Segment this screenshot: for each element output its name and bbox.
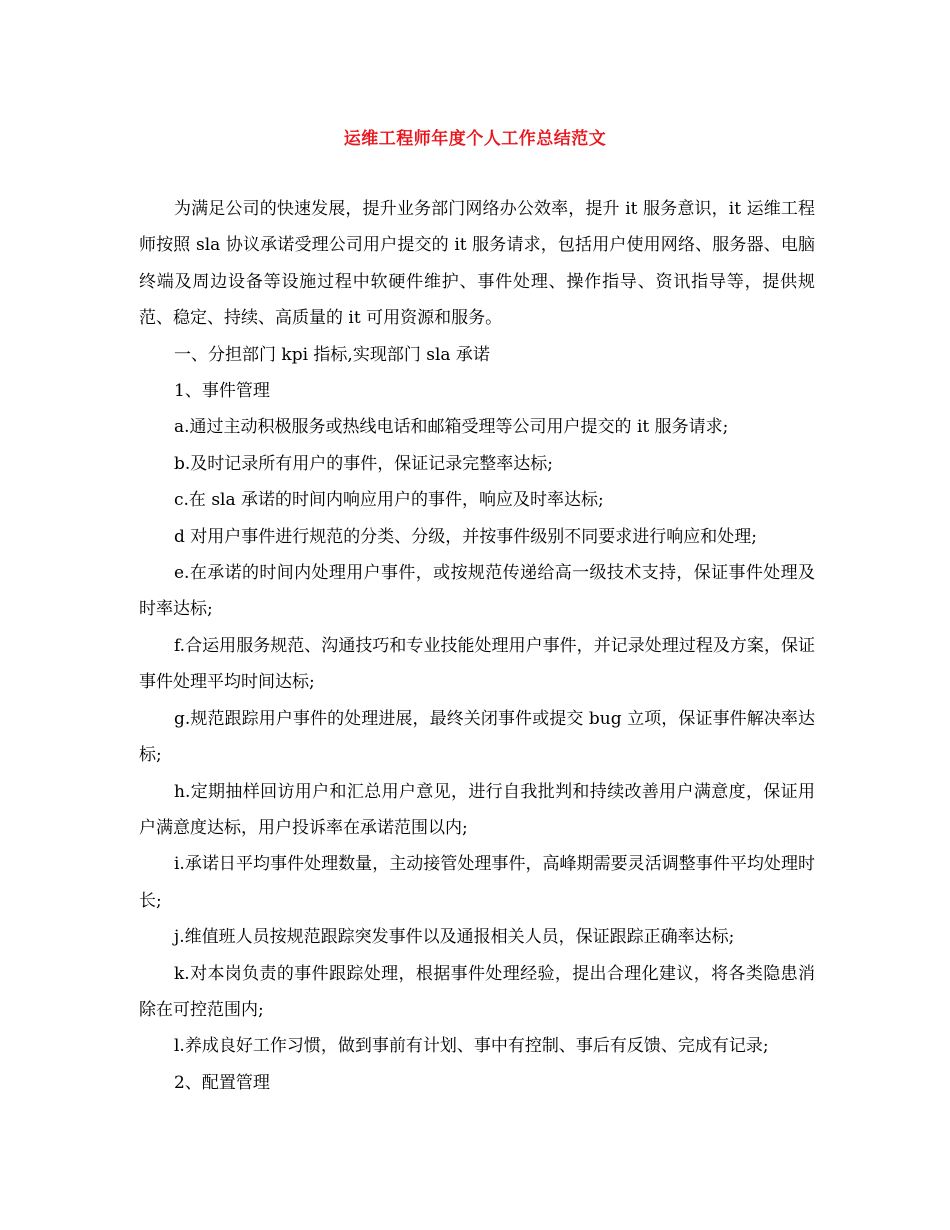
document-body xyxy=(139,191,815,1101)
list-item-k: k.对本岗负责的事件跟踪处理，根据事件处理经验，提出合理化建议，将各类隐患消除在可控范围内; xyxy=(139,963,815,1020)
subsection-heading-event-management: 1、事件管理 xyxy=(174,381,270,402)
list-item-b: b.及时记录所有用户的事件，保证记录完整率达标; xyxy=(174,453,554,474)
list-item-l: l.养成良好工作习惯，做到事前有计划、事中有控制、事后有反馈、完成有记录; xyxy=(174,1036,769,1057)
section-heading-kpi: 一、分担部门 kpi 指标,实现部门 sla 承诺 xyxy=(174,344,490,365)
list-item-c: c.在 sla 承诺的时间内响应用户的事件，响应及时率达标; xyxy=(174,490,604,511)
list-item-f: f.合运用服务规范、沟通技巧和专业技能处理用户事件，并记录处理过程及方案，保证事件处理平均时间达标; xyxy=(139,635,815,693)
list-item-i: i.承诺日平均事件处理数量，主动接管处理事件，高峰期需要灵活调整事件平均处理时长; xyxy=(139,854,815,911)
document-title: 运维工程师年度个人工作总结范文 xyxy=(343,129,607,149)
list-item-d: d 对用户事件进行规范的分类、分级，并按事件级别不同要求进行响应和处理; xyxy=(174,526,758,547)
list-item-g: g.规范跟踪用户事件的处理进展，最终关闭事件或提交 bug 立项，保证事件解决率达标; xyxy=(139,708,815,766)
list-item-h: h.定期抽样回访用户和汇总用户意见，进行自我批判和持续改善用户满意度，保证用户满意度达标，用户投诉率在承诺范围以内; xyxy=(139,781,815,838)
paragraph-intro: 为满足公司的快速发展，提升业务部门网络办公效率，提升 it 服务意识，it 运维工程师按照 sla 协议承诺受理公司用户提交的 it 服务请求，包括用户使用网络、服务器、电脑终端及周边设备等设施过程中软硬件维护、事件处理、操作指导、资讯指导等，提供规范、稳定、持续、高质量的 it 可用资源和服务。 xyxy=(139,199,815,329)
list-item-e: e.在承诺的时间内处理用户事件，或按规范传递给高一级技术支持，保证事件处理及时率达标; xyxy=(139,563,815,620)
list-item-j: j.维值班人员按规范跟踪突发事件以及通报相关人员，保证跟踪正确率达标; xyxy=(174,927,735,948)
list-item-a: a.通过主动积极服务或热线电话和邮箱受理等公司用户提交的 it 服务请求; xyxy=(174,417,729,438)
subsection-heading-config-management: 2、配置管理 xyxy=(174,1072,270,1093)
